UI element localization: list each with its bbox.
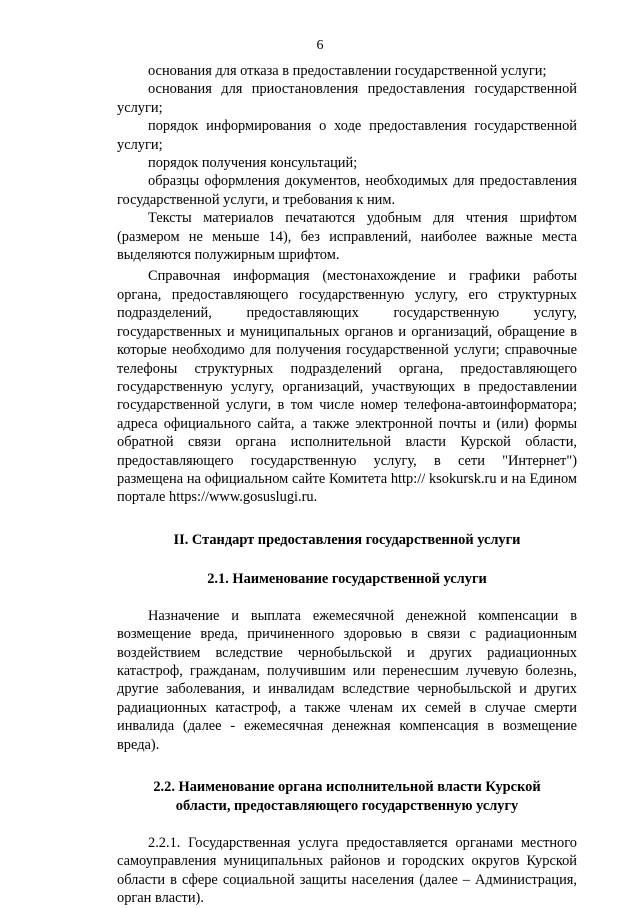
page-number: 6 [316,38,324,53]
paragraph-document-samples: образцы оформления документов, необходимых для предоставления государственной услуги, и требования к ним. [117,173,577,208]
paragraph-font-requirements: Тексты материалов печатаются удобным для чтения шрифтом (размером не меньше 14), без исправлений, наиболее важные места выделяются полужирным шрифтом. [117,210,577,264]
subsection-2-2-heading-line1: 2.2. Наименование органа исполнительной власти Курской [153,779,541,795]
paragraph-reference-info: Справочная информация (местонахождение и графики работы органа, предоставляющего государственную услугу, его структурных подразделений, предоставляющих государственную услугу, государственных и муниципальных органов и организаций, обращение в которые необходимо для получения государственной услуги; справочные телефоны структурных подразделений органа, предоставляющего государственную услугу, организаций, участвующих в предоставлении государственной услуги, в том числе номер телефона-автоинформатора; адреса официального сайта, а также электронной почты и (или) формы обратной связи органа исполнительной власти Курской области, предоставляющего государственную услугу, в сети "Интернет") размещена на официальном сайте Комитета http:// ksokursk.ru и на Едином портале https://www.gosuslugi.ru. [117,268,577,506]
section-2-heading: II. Стандарт предоставления государственной услуги [173,531,521,548]
paragraph-progress-info: порядок информирования о ходе предоставления государственной услуги; [117,118,577,153]
subsection-2-1-heading: 2.1. Наименование государственной услуги [207,570,487,587]
paragraph-suspension-grounds: основания для приостановления предоставления государственной услуги; [117,81,577,116]
paragraph-consultations: порядок получения консультаций; [148,155,358,172]
paragraph-refusal-grounds: основания для отказа в предоставлении государственной услуги; [148,63,547,79]
document-body [117,62,577,908]
subsection-2-2-heading-line2: области, предоставляющего государственную услугу [175,798,519,814]
subsection-2-1-text: Назначение и выплата ежемесячной денежной компенсации в возмещение вреда, причиненного здоровью в связи с радиационным воздействием вследствие чернобыльской и других радиационных катастроф, гражданам, получившим или перенесшим лучевую болезнь, другие заболевания, и инвалидам вследствие чернобыльской и других радиационных катастроф, а также членам их семей в случае смерти инвалида (далее - ежемесячная денежная компенсация в возмещение вреда). [117,607,577,753]
subsection-2-2-heading [117,778,577,816]
subsection-2-2-text: 2.2.1. Государственная услуга предоставляется органами местного самоуправления муниципальных районов и городских округов Курской области в сфере социальной защиты населения (далее – Администрация, орган власти). [117,835,577,907]
